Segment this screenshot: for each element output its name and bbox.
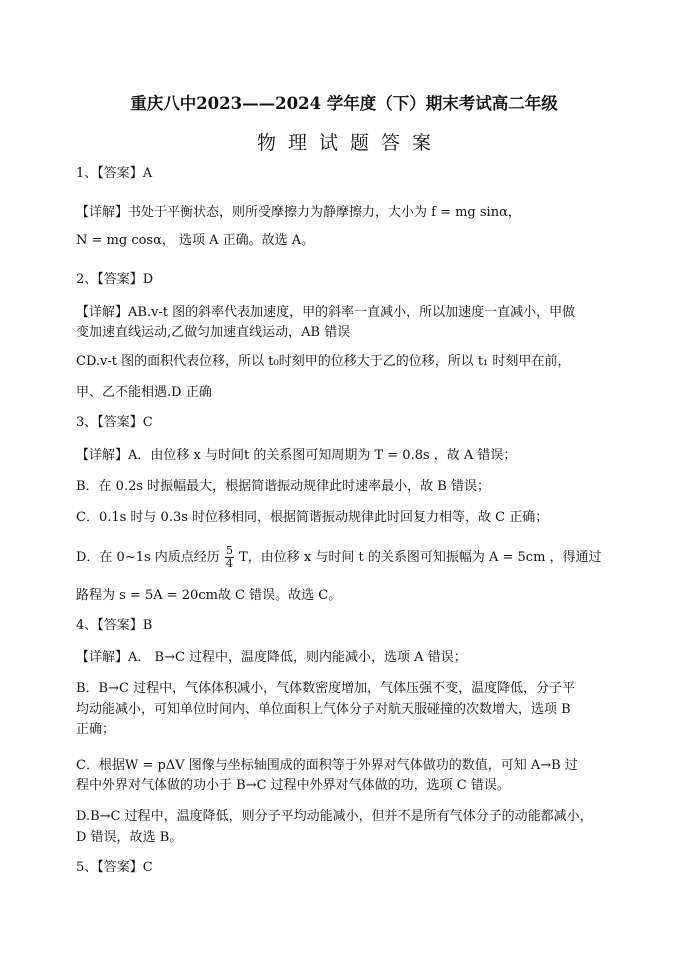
q4-detail-line1: 【详解】A． B→C 过程中，温度降低，则内能减小，选项 A 错误；	[76, 650, 467, 665]
q2-detail-line2: 变加速直线运动,乙做匀加速直线运动，AB 错误	[76, 325, 351, 340]
q5-answer: 5、【答案】C	[76, 860, 153, 875]
q1-detail-line1: 【详解】书处于平衡状态，则所受摩擦力为静摩擦力，大小为 f = mg sinα，	[76, 205, 521, 220]
q4-detail-line2: B．B→C 过程中，气体体积减小，气体数密度增加，气体压强不变，温度降低，分子平	[76, 681, 576, 696]
page-subtitle: 物理试题答案	[256, 132, 443, 154]
q2-detail-line3: CD.v-t 图的面积代表位移，所以 t₀时刻甲的位移大于乙的位移，所以 t₁ 时刻甲在前，	[76, 354, 571, 369]
page-title: 重庆八中2023——2024 学年度（下）期末考试高二年级	[130, 94, 558, 113]
q2-detail-line1: 【详解】AB.v-t 图的斜率代表加速度，甲的斜率一直减小，所以加速度一直减小，甲做	[76, 305, 576, 320]
q1-answer: 1、【答案】A	[76, 166, 153, 181]
q2-answer: 2、【答案】D	[76, 272, 154, 287]
q3-detail-line4-end: T，由位移 x 与时间 t 的关系图可知振幅为 A = 5cm ，得通过	[239, 550, 602, 565]
q3-detail-line4	[76, 544, 616, 572]
q2-detail-line4: 甲、乙不能相遇.D 正确	[76, 385, 212, 400]
q1-detail-line2: N = mg cosα， 选项 A 正确。故选 A。	[76, 233, 315, 248]
q3-detail-line5: 路程为 s = 5A = 20cm故 C 错误。故选 C。	[76, 588, 342, 603]
q3-answer: 3、【答案】C	[76, 415, 153, 430]
q4-detail-line8: D 错误，故选 B。	[76, 830, 183, 845]
q4-detail-line5: C．根据W = pΔV 图像与坐标轴围成的面积等于外界对气体做功的数值，可知 A→B 过	[76, 758, 578, 773]
q3-detail-line4-start: D．在 0~1s 内质点经历	[76, 550, 220, 565]
fraction-numerator: 5	[225, 544, 233, 557]
fraction-denominator: 4	[225, 557, 233, 570]
q3-detail-line1: 【详解】A．由位移 x 与时间t 的关系图可知周期为 T = 0.8s ，故 A 错误；	[76, 448, 517, 463]
q4-detail-line7: D.B→C 过程中，温度降低，则分子平均动能减小，但并不是所有气体分子的动能都减小，	[76, 809, 593, 824]
q4-detail-line3: 均动能减小，可知单位时间内、单位面积上气体分子对航天服碰撞的次数增大，选项 B	[76, 702, 571, 717]
q4-detail-line4: 正确；	[76, 722, 116, 737]
q4-answer: 4、【答案】B	[76, 618, 153, 633]
q4-detail-line6: 程中外界对气体做的功小于 B→C 过程中外界对气体做的功，选项 C 错误。	[76, 778, 510, 793]
q3-detail-line3: C．0.1s 时与 0.3s 时位移相同，根据简谐振动规律此时回复力相等，故 C 正确；	[76, 510, 549, 525]
q3-detail-line2: B．在 0.2s 时振幅最大，根据简谐振动规律此时速率最小，故 B 错误；	[76, 479, 490, 494]
fraction-five-fourths	[225, 545, 234, 570]
